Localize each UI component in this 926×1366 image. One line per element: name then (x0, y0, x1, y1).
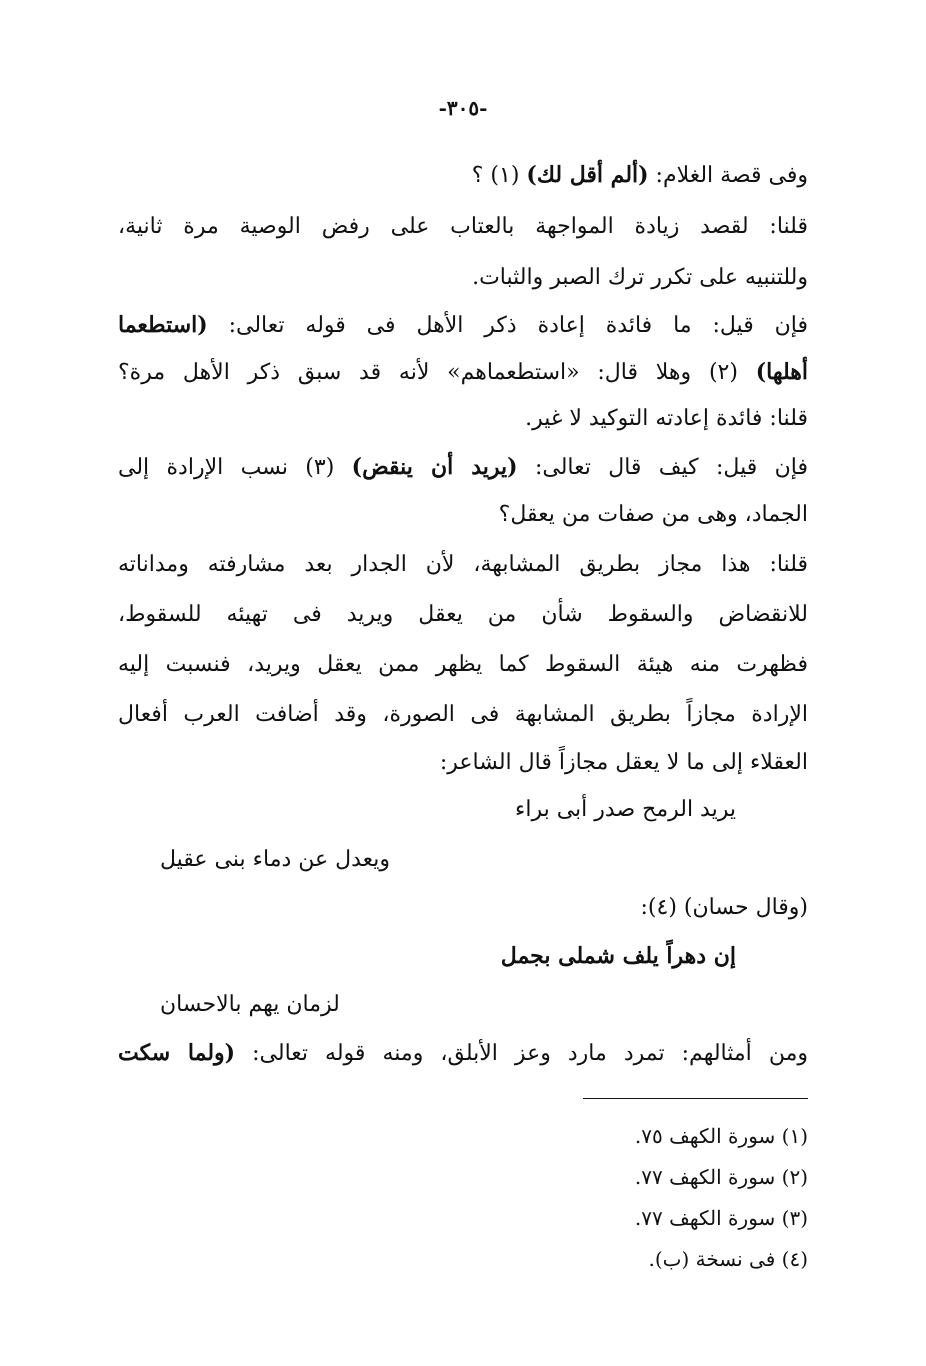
footnote-3: (٣) سورة الكهف ٧٧. (634, 1206, 808, 1230)
text-segment: قلنا: فائدة إعادته التوكيد لا غير. (525, 406, 808, 431)
verse2-hemistich1: إن دهراً يلف شملى بجمل (500, 943, 736, 969)
text-line-10 (118, 600, 808, 630)
text-segment: وللتنبيه على تكرر ترك الصبر والثبات. (472, 265, 808, 290)
text-segment: الجماد، وهى من صفات من يعقل؟ (498, 502, 808, 527)
text-segment: العقلاء إلى ما لا يعقل مجازاً قال الشاعر: (439, 750, 808, 775)
text-segment: فظهرت منه هيئة السقوط كما يظهر ممن يعقل ويريد، فنسبت إليه (118, 652, 808, 677)
text-line-4 (118, 310, 808, 341)
text-segment: (٢) وهلا قال: «استطعماهم» لأنه قد سبق ذكر الأهل مرة؟ (118, 360, 756, 385)
text-line-8 (118, 500, 808, 530)
text-line-11 (118, 650, 808, 680)
footnote-divider (583, 1098, 808, 1099)
text-line-2 (118, 212, 808, 242)
verse1-hemistich2: ويعدل عن دماء بنى عقيل (160, 847, 391, 872)
text-segment: ومن أمثالهم: تمرد مارد وعز الأبلق، ومنه قوله تعالى: (235, 1041, 808, 1066)
text-segment: فإن قيل: ما فائدة إعادة ذكر الأهل فى قوله تعالى: (207, 313, 808, 338)
text-segment: (٣) نسب الإرادة إلى (118, 455, 352, 480)
text-line-12 (118, 700, 808, 730)
closing-line (118, 1038, 808, 1069)
text-segment: فإن قيل: كيف قال تعالى: (517, 455, 808, 480)
verse1-hemistich1: يريد الرمح صدر أبى براء (515, 797, 736, 822)
text-segment: وفى قصة الغلام: (648, 163, 808, 188)
text-line-1 (118, 160, 808, 191)
text-segment: قلنا: لقصد زيادة المواجهة بالعتاب على رفض الوصية مرة ثانية، (118, 214, 808, 239)
text-line-6 (118, 404, 808, 434)
text-line-9 (118, 550, 808, 580)
verse2-hemistich2: لزمان يهم بالاحسان (160, 992, 340, 1017)
text-line-5 (118, 357, 808, 388)
quran-quote: (ولما سكت (118, 1040, 236, 1066)
text-line-13 (118, 748, 808, 778)
quran-quote: (يريد أن ينقض) (351, 454, 518, 480)
footnote-4: (٤) فى نسخة (ب). (648, 1247, 808, 1271)
text-line-7 (118, 452, 808, 483)
footnote-2: (٢) سورة الكهف ٧٧. (634, 1165, 808, 1189)
page-number: -٣٠٥- (438, 96, 488, 120)
footnote-1: (١) سورة الكهف ٧٥. (634, 1124, 808, 1148)
quran-quote: (استطعما (118, 312, 208, 338)
text-segment: (١) ؟ (471, 163, 527, 188)
text-segment: للانقضاض والسقوط شأن من يعقل ويريد فى تهيئه للسقوط، (118, 602, 808, 627)
text-line-3 (118, 263, 808, 293)
text-segment: قلنا: هذا مجاز بطريق المشابهة، لأن الجدار بعد مشارفته ومداناته (118, 552, 808, 577)
quran-quote: أهلها) (755, 359, 809, 385)
quran-quote: (ألم أقل لك) (526, 162, 649, 188)
hassan-line: (وقال حسان) (٤): (640, 895, 808, 920)
text-segment: الإرادة مجازاً بطريق المشابهة فى الصورة، وقد أضافت العرب أفعال (118, 702, 808, 727)
